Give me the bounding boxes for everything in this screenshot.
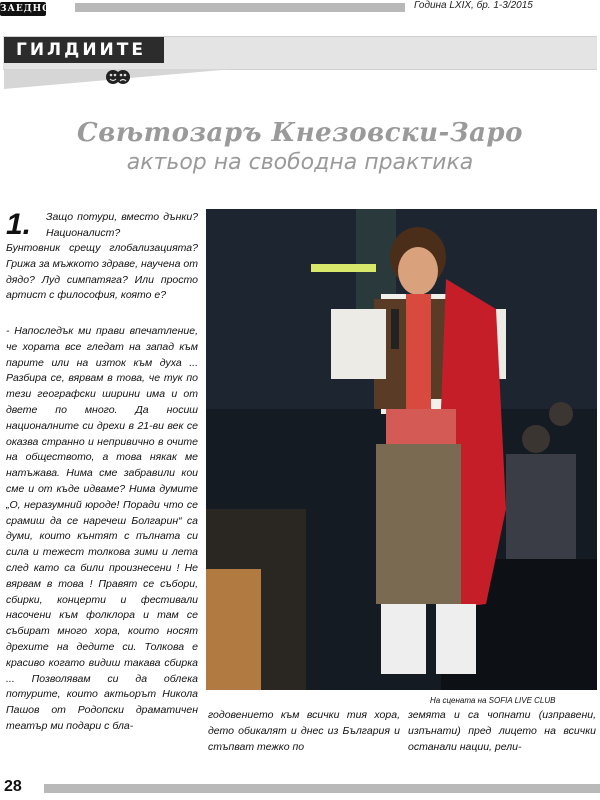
answer-column-3: земята и са чопнати (изправени, изпънати) пред лицето на всички останали нации, рели-: [408, 709, 596, 753]
section-label: ГИЛДИИТЕ: [16, 40, 146, 60]
article-photo: [206, 209, 597, 690]
article-title: Свѣтозаръ Кнезовски-Заро: [77, 118, 523, 148]
question-number: 1.: [6, 208, 32, 241]
page-number: 28: [4, 778, 22, 795]
question-lead: Защо потури, вместо дънки? Националист?: [46, 211, 198, 239]
answer-column-1: - Напоследък ми прави впечатление, че хората все гледат на запад към парите или на изток към духа ... Разбира се, вярвам в това, че тук по тези географски ширини има и от двете по много. Да носиш националните си дрехи в 21-ви век се оказва странно и непривично в очите на обществото, а това някак ме натъжава. Нима сме забравили кои сме и от къде идваме? Нима думите „О, неразумний юроде! Поради что се срамиш да се наречеш Болгарин“ са думи, които кънтят с пълната си сила и тежест толкова зими и лета след като са били произнесени ! Не вярвам в това ! Правят се събори, сбирки, концерти и фестивали насочени към фолклора и там се събират много хора, които носят дрехите на дедите си. Толкова е красиво когато видиш такава сбирка ... Позволявам си да облека потурите, които актьорът Никола Пашов от Родопски драматичен театър ми подари с бла-: [6, 325, 198, 732]
footer-rule: [44, 784, 600, 793]
magazine-logo: ЗАЕДНО: [0, 4, 52, 14]
theatre-masks-icon: [104, 69, 132, 85]
answer-column-2: годовението към всички тия хора, дето обикалят и днес из България и стъпват тежко по: [208, 709, 400, 753]
header-rule: [75, 3, 405, 12]
article-subtitle: актьор на свободна практика: [126, 150, 474, 175]
question-text: Бунтовник срещу глобализацията? Грижа за мъжкото здраве, научена от дядо? Луд симпатяга? Или просто артист с философия, която е?: [6, 242, 198, 302]
issue-info: Година LXIX, бр. 1-3/2015: [414, 0, 533, 11]
photo-caption: На сцената на SOFIA LIVE CLUB: [430, 696, 556, 705]
